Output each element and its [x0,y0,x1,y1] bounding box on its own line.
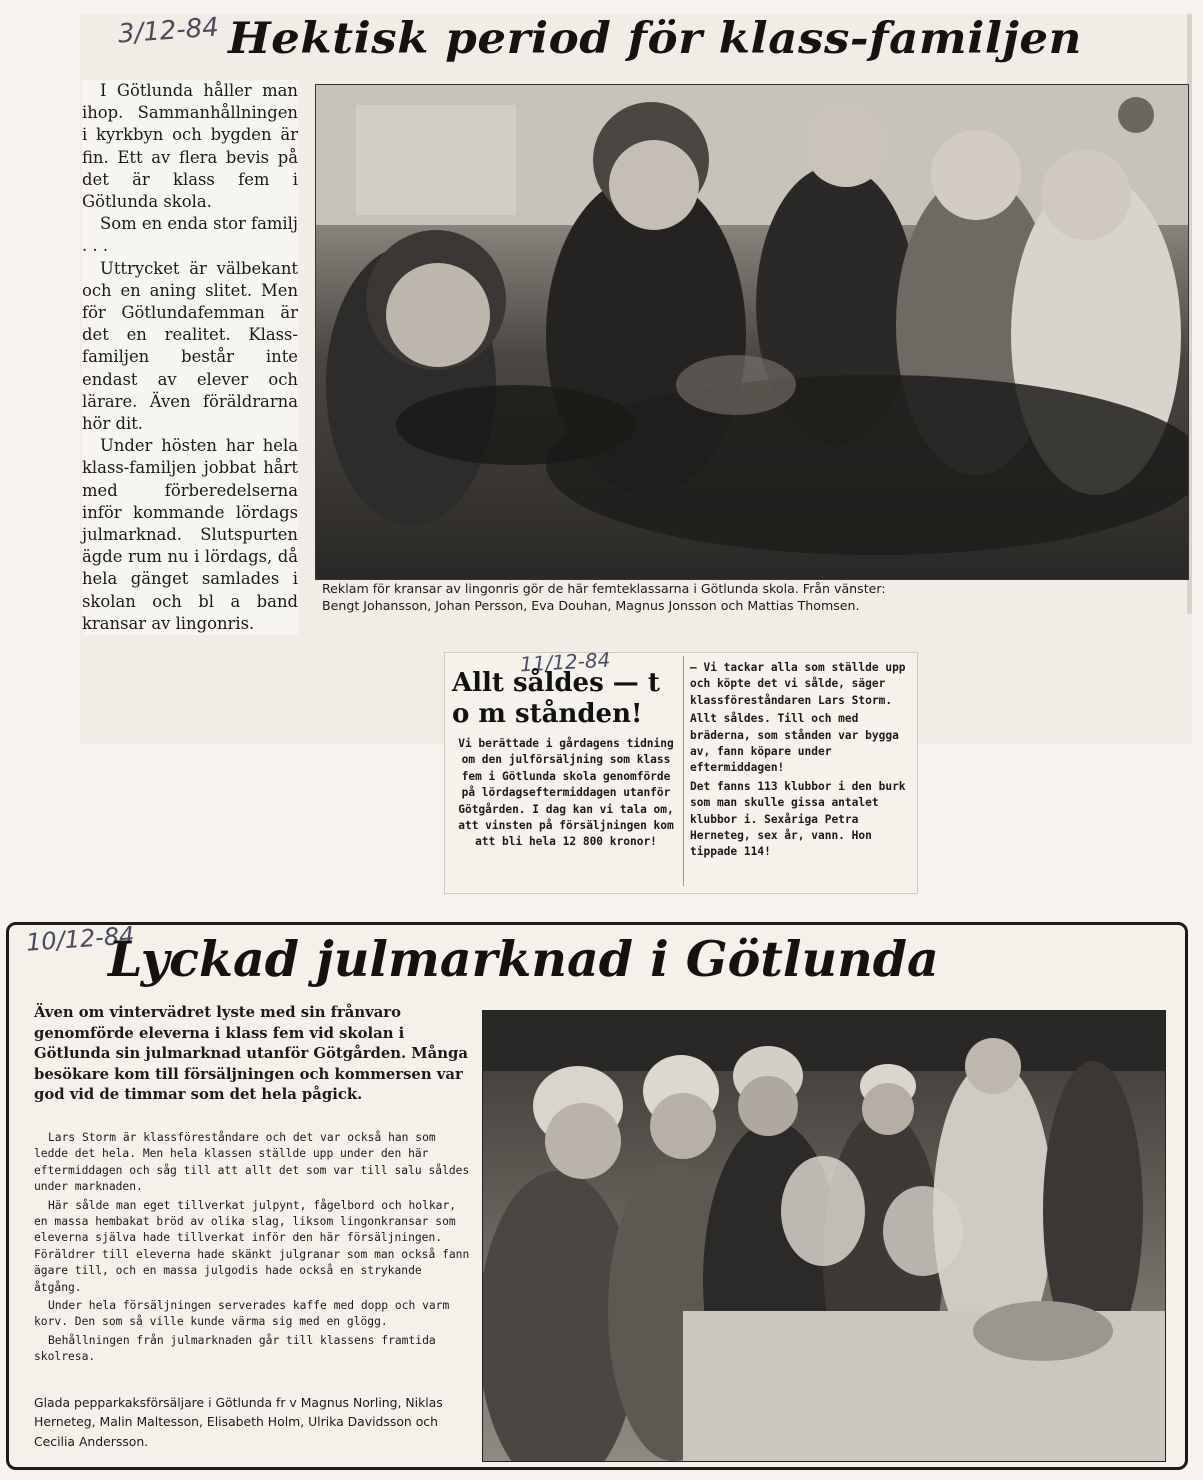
headline: Lyckad julmarknad i Götlunda [108,930,939,988]
column-divider [683,656,684,886]
photo-illustration [483,1011,1165,1461]
paragraph: Under hösten har hela klass-familjen jobbat hårt med förberedelserna inför kommande lördags julmarknad. Slutspurten ägde rum nu i lördags, då hela gänget samlades i skolan och bl a band kransar av lingonris. [82,436,298,633]
photo-children-making-wreaths [315,84,1189,580]
photo-illustration [316,85,1188,579]
paragraph: Uttrycket är välbekant och en aning slitet. Men för Götlundafemman är det en realitet. Klass-familjen består inte endast av elever och lärare. Även föräldrarna hör dit. [82,258,298,434]
handwritten-date: 11/12-84 [519,647,611,677]
photo-caption: Glada pepparkaksförsäljare i Götlunda fr v Magnus Norling, Niklas Herneteg, Malin Maltesson, Elisabeth Holm, Ulrika Davidsson och Cecilia Andersson. [34,1395,443,1449]
article-body [82,80,298,635]
handwritten-date: 10/12-84 [25,921,136,957]
paragraph: Som en enda stor familj . . . [82,214,298,256]
photo-market-stall-children [482,1010,1166,1462]
paragraph: Allt såldes. Till och med bräderna, som stånden var bygga av, fann köpare under eftermiddagen! [690,712,899,775]
paragraph: Lars Storm är klassföreståndare och det var också han som ledde det hela. Men hela klassen ställde upp under den här eftermiddagen och såg till att allt det som var till salu såldes under marknaden. [34,1131,470,1194]
article-body [34,1130,474,1368]
paragraph: Här sålde man eget tillverkat julpynt, fågelbord och holkar, en massa hembakat bröd av olika slag, liksom lingonkransar som eleverna själva hade tillverkat inför den här försäljningen. Föräldrer till eleverna hade skänkt julgranar som man också fann ägare till, och en massa julgodis hade också en strykande åtgång. [34,1198,470,1294]
caption-line: Bengt Johansson, Johan Persson, Eva Douhan, Magnus Jonsson och Mattias Thomsen. [322,598,860,613]
caption-line: Reklam för kransar av lingonris gör de här femteklassarna i Götlunda skola. Från vänster: [322,581,886,596]
paragraph: Under hela försäljningen serverades kaffe med dopp och varm korv. Den som så ville kunde värma sig med en glögg. [34,1299,450,1329]
paragraph: Behållningen från julmarknaden går till klassens framtida skolresa. [34,1333,436,1364]
photo-caption [322,580,1182,614]
article-body-column: Vi berättade i gårdagens tidning om den julförsäljning som klass fem i Götlunda skola genomförde på lördagseftermiddagen utanför Götgården. I dag kan vi tala om, att vinsten på försäljningen kom att bli hela 12 800 kronor! [458,737,674,849]
article-lead: Även om vintervädret lyste med sin frånvaro genomförde eleverna i klass fem vid skolan i Götlunda sin julmarknad utanför Götgården. Många besökare kom till försäljningen och kommersen var god vid de timmar som det hela pågick. [34,1004,468,1104]
paragraph: — Vi tackar alla som ställde upp och köpte det vi sålde, säger klassföreståndaren Lars Storm. [690,661,906,707]
paragraph: Det fanns 113 klubbor i den burk som man skulle gissa antalet klubbor i. Sexåriga Petra Herneteg, sex år, vann. Hon tippade 114! [690,779,906,859]
headline: Allt såldes — t o m stånden! [452,668,660,729]
article-body-column [690,660,908,863]
paragraph: I Götlunda håller man ihop. Sammanhållningen i kyrkbyn och bygden är fin. Ett av flera bevis på det är klass fem i Götlunda skola. [82,81,298,212]
handwritten-date: 3/12-84 [117,12,220,50]
headline: Hektisk period för klass-familjen [228,14,1083,64]
